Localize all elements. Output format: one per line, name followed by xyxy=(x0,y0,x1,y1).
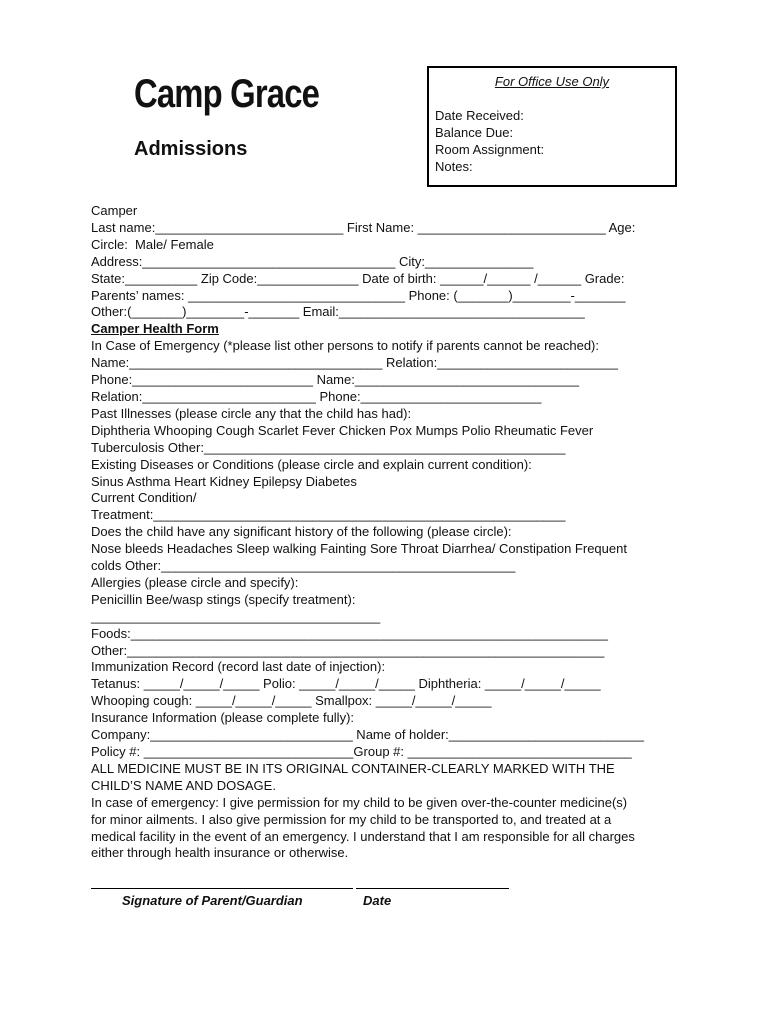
office-use-box xyxy=(427,66,677,187)
date-label: Date xyxy=(363,893,392,908)
signature-line xyxy=(91,888,353,889)
form-line: Immunization Record (record last date of injection): xyxy=(91,659,386,675)
form-line: Other:__________________________________________________________________ xyxy=(91,642,605,658)
form-line: Tuberculosis Other:__________________________________________________ xyxy=(91,439,566,455)
page-title: Camp Grace xyxy=(134,72,320,116)
form-line: Allergies (please circle and specify): xyxy=(91,574,299,590)
form-line: Circle: Male/ Female xyxy=(91,236,214,252)
form-line: medical facility in the event of an emergency. I understand that I am responsible for all charges xyxy=(91,828,635,844)
form-line: Whooping cough: _____/_____/_____ Smallpox: _____/_____/_____ xyxy=(91,693,492,709)
form-line: Foods:__________________________________________________________________ xyxy=(91,625,608,641)
form-line: Current Condition/ xyxy=(91,490,197,506)
office-use-heading: For Office Use Only xyxy=(494,74,610,89)
form-line: Last name:__________________________ First Name: __________________________ Age: xyxy=(91,219,636,235)
form-line: Past Illnesses (please circle any that the child has had): xyxy=(91,405,412,421)
form-line: Insurance Information (please complete fully): xyxy=(91,710,355,726)
form-line: Other:(_______)________-_______ Email:__________________________________ xyxy=(91,304,585,320)
form-line: ________________________________________ xyxy=(91,608,381,624)
page-subtitle: Admissions xyxy=(134,138,248,160)
form-line: Tetanus: _____/_____/_____ Polio: _____/_____/_____ Diphtheria: _____/_____/_____ xyxy=(91,676,601,692)
form-line: Parents’ names: ______________________________ Phone: (_______)________-_______ xyxy=(91,287,626,303)
form-line: Nose bleeds Headaches Sleep walking Fainting Sore Throat Diarrhea/ Constipation Frequent xyxy=(91,541,627,557)
form-line: Diphtheria Whooping Cough Scarlet Fever Chicken Pox Mumps Polio Rheumatic Fever xyxy=(91,422,594,438)
form-line: ALL MEDICINE MUST BE IN ITS ORIGINAL CONTAINER-CLEARLY MARKED WITH THE xyxy=(91,760,615,776)
form-line: Camper xyxy=(91,203,138,218)
form-line: In case of emergency: I give permission for my child to be given over-the-counter medicine(s) xyxy=(91,794,628,810)
form-line: Existing Diseases or Conditions (please circle and explain current condition): xyxy=(91,456,532,472)
office-balance-due: Balance Due: xyxy=(435,125,514,140)
office-notes: Notes: xyxy=(435,159,473,174)
form-line: Treatment:_________________________________________________________ xyxy=(91,507,566,523)
date-line xyxy=(356,888,509,889)
office-room-assignment: Room Assignment: xyxy=(435,142,545,157)
form-line: Relation:________________________ Phone:_________________________ xyxy=(91,388,542,404)
signature-label: Signature of Parent/Guardian xyxy=(122,893,303,908)
form-line: Address:___________________________________ City:_______________ xyxy=(91,253,534,269)
form-line: colds Other:_________________________________________________ xyxy=(91,558,516,574)
form-line: either through health insurance or otherwise. xyxy=(91,845,349,861)
form-line: CHILD’S NAME AND DOSAGE. xyxy=(91,777,276,793)
form-line: Name:___________________________________ Relation:_________________________ xyxy=(91,355,619,371)
form-line: Policy #: _____________________________Group #: _______________________________ xyxy=(91,744,632,759)
health-form-heading: Camper Health Form xyxy=(91,321,219,337)
form-line: Does the child have any significant history of the following (please circle): xyxy=(91,524,512,540)
office-date-received: Date Received: xyxy=(435,108,524,123)
form-body xyxy=(91,203,691,862)
form-line: Sinus Asthma Heart Kidney Epilepsy Diabetes xyxy=(91,473,357,489)
form-line: State:__________ Zip Code:______________ Date of birth: ______/______ /______ Grade: xyxy=(91,270,625,286)
form-line: Phone:_________________________ Name:_______________________________ xyxy=(91,372,579,388)
form-line: for minor ailments. I also give permission for my child to be transported to, and treated at a xyxy=(91,811,612,827)
form-line: In Case of Emergency (*please list other persons to notify if parents cannot be reached): xyxy=(91,338,599,354)
form-line: Company:____________________________ Name of holder:___________________________ xyxy=(91,727,645,743)
form-line: Penicillin Bee/wasp stings (specify treatment): xyxy=(91,591,356,607)
